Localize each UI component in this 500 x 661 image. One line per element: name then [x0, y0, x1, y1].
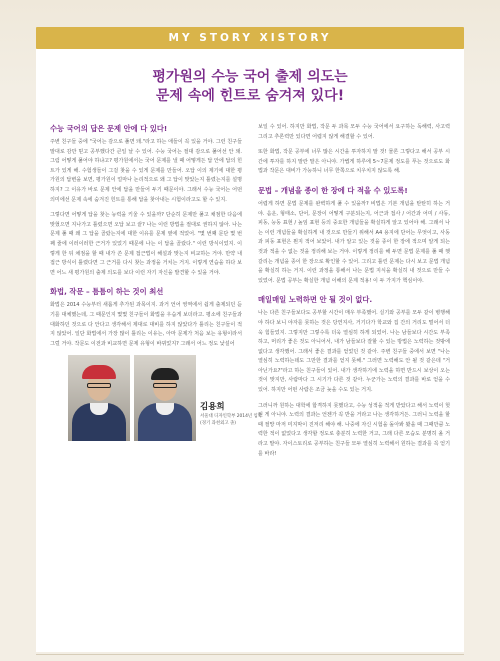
profile-school: 서울대 디자인학부 2014년 입학 — [200, 414, 263, 420]
paragraph: 또한 화법, 작문 공부에 너무 많은 시간을 투자하지 말 것! 물론 그렇다고 해서 공부 시간에 투자를 하지 말란 말은 아니야. 가볍게 하루에 5~7문제 정도를 푸는 것으로도 화법과 작문은 대비가 가능하니 너무 한쪽으로 치우치지 않도록 해. — [258, 149, 450, 175]
paragraph: 그러니까 원하는 대학에 합격하지 못했다고, 수능 성적을 적게 받았다고 해서 노력이 헛된 게 아니야. 노력의 결과는 언젠가 꼭 반을 거라고 나는 생각하거든. 그러니 노력을 할 때 절망 마저 미지막이 진저리 해야 해. 나중에 자신 시험을 돌아봐 봤을 때 그때만큼 노력한 적이 없었다고 생각할 정도로 충분히 노력한 거고, 그래 다른 모습도 분명히 올 거라고 말야. 자이스토리로 공부하는 친구들 모두 열심히 노력해서 원하는 결과를 꼭 얻기를 바라! — [258, 402, 450, 457]
article-title — [36, 68, 464, 106]
profile-name: 김용희 — [200, 402, 225, 413]
paragraph: 주변 친구들 중에 "국어는 감으로 풀면 돼."라고 하는 애들이 꼭 있을 거야. 그런 친구들 말대로 감만 믿고 공부했다간 큰일 날 수 있어. 수능 국어는 절대 감으로 풀어선 안 돼. 그럼 어떻게 풀어야 하냐고? 평가원에서는 국어 문제를 낼 때 어떻게든 답 안에 답의 힌트가 있게 해. 수험생들이 그걸 찾을 수 있게 문제를 만들어. 오답 이의 제기에 대한 평가원의 답변을 보면, 평가원이 얼마나 논리적으로 왜 그 답이 맞았는지 틀렸는지를 설명하지? 그 이유가 바로 문제 안에 답을 만들어 두기 때문이야. 그래서 수능 국어는 어떤 의미에선 문제 속에 숨겨진 힌트를 통해 답을 찾아내는 시험이라고도 할 수 있지. — [50, 139, 242, 203]
profile-photos — [50, 355, 263, 450]
paragraph: 어렵게 하면 문법 문제를 완벽하게 풀 수 있을까? 비법은 기본 개념을 탄탄히 하는 거야. 음운, 형태소, 단어, 문장이 어떻게 구분되는지, 어근과 접사 / 어간과 어미 / 사동, 피동, 능동 표현 / 높임 표현 등의 중요한 개념들을 확실하게 알고 있어야 해. 그래서 나는 이런 개념들을 확실하게 내 것으로 만들기 위해서 A4 용지에 단어는 무엇이고, 사동과 피동 표현은 뭔지 적어 보았어. 내가 알고 있는 것을 종이 한 장에 적으며 알게 되는 것과 적을 수 없는 것을 정리해 보는 거야. 이렇게 정리를 해 두면 문법 문제를 풀 때 헷갈리는 개념을 종이 한 장으로 확인할 수 있어. 그리고 틀린 문제는 다시 보고 문법 개념을 확실히 하는 거지. 이런 과정을 통해서 나는 문법 지식을 확실히 내 것으로 만들 수 있었어. 문법 공부는 확실한 개념 이해의 문제 적용! 이 두 가지가 핵심이야. — [258, 200, 450, 284]
paragraph: 화법은 2014 수능부터 새롭게 추가된 과목이지. 과거 언어 영역에서 쉽게 출제되던 듣기를 대체했는데, 그 때문인지 몇몇 친구들이 화법을 우습게 보더라고. 평소에 친구들과 대화하던 것으로 다 안다고 생각해서 제대로 대비를 하지 않았다가 틀리는 친구들이 적지 않았어. 일단 화법에서 가장 많이 틀리는 이유는, 아마 문제가 처음 보는 유형이라서 그럴 거야. 작문도 이전과 비교하면 문제 유형이 바뀌었지? 그래서 어느 정도 낯설어 — [50, 302, 242, 347]
paragraph: 그렇다면 어떻게 답을 찾는 능력을 키울 수 있을까? 단순히 문제만 풀고 채점한 다음에 맞혔으면 지나가고 틀렸으면 오답 보고 끝? 나는 이런 방법을 절대로 권하지 않아. 나는 문제 풀 때 왜 그 답을 골랐는지에 대한 이유를 문제 옆에 적었어. "몇 번째 문단 몇 번째 줄에 이러이러한 근거가 있었기 때문에 나는 이 답을 골랐다." 이런 방식이었지. 이렇게 한 뒤 채점을 할 때 내가 쓴 문제 접근법이 해설과 맞는지 비교하는 거야. 만약 내 접근 방식이 틀렸다면 그 근거를 다시 찾는 과정을 거치는 거지. 이렇게 연습을 하다 보면 어느 새 평가원의 출제 의도를 보다 이런 자기 자신을 발견할 수 있을 거야. — [50, 212, 242, 276]
profile-photo-portrait — [134, 355, 196, 441]
section-heading: 수능 국어의 답은 문제 안에 다 있다! — [50, 124, 168, 133]
left-column — [50, 123, 263, 450]
paragraph: 보일 수 있어. 하지만 화법, 작문 두 과목 모두 수능 국어에서 요구하는 독해력, 사고력 그리고 추론력만 있다면 어렵지 않게 해결할 수 있어. — [258, 124, 450, 140]
section-heading: 화법, 작문 – 틈틈이 하는 것이 최선 — [50, 287, 164, 297]
paragraph: 나는 다른 친구들보다도 공부할 시간이 매우 부족했어. 실기와 공부를 모두 같이 병행해야 하다 보니 야자를 못하는 것은 당연지사, 거기다가 학교와 집 간의 거리도 멀어서 더욱 힘들었지. 그렇지만 그렇수록 더욱 열심히 하게 되었어. 나는 남들보다 시간도 부족하고, 머리가 좋은 것도 아니어서, 내가 남들보다 잘할 수 있는 방법은 노력하는 것밖에 없다고 생각했어. 그래서 좋은 결과를 얻었던 것 같아. 주변 친구들 중에서 보면 "나는 열심히 노력하는데도 그만한 결과를 얻지 못해." 그러면 노력해도 안 될 것 같은데 "거 아닌가요?"라고 하는 친구들이 있어. 내가 생각하기에 노력을 하면 반드시 보상이 오는 것이 맞지만, 사람마다 그 시기가 다른 것 같아. 누군가는 노력의 결과를 바로 얻을 수 있어. 하지만 어떤 사람은 조금 늦을 수도 있는 거지. — [258, 310, 450, 394]
profile-photo-cap — [68, 355, 130, 441]
title-line-1: 평가원의 수능 국어 출제 의도는 — [152, 69, 348, 85]
section-banner — [36, 27, 464, 49]
banner-text: MY STORY XISTORY — [168, 32, 332, 44]
article-page — [36, 49, 464, 652]
profile-caption — [200, 401, 263, 427]
section-heading: 매일매일 노력하면 안 될 것이 없다. — [258, 295, 373, 305]
section-heading: 문법 – 개념을 종이 한 장에 다 적을 수 있도록! — [258, 185, 408, 195]
profile-highschool: (경기 과천외고 졸) — [200, 421, 236, 427]
bottom-rule — [36, 654, 464, 655]
right-column — [258, 123, 450, 465]
title-line-2: 문제 속에 힌트로 숨겨져 있다! — [155, 88, 345, 104]
